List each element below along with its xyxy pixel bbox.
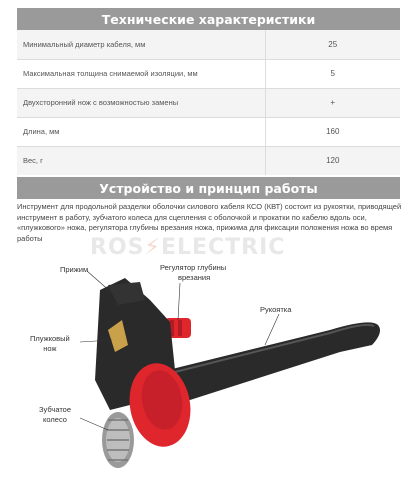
spec-label: Длина, мм [17, 117, 265, 146]
watermark-right: ELECTRIC [160, 235, 286, 260]
spec-value: 160 [265, 117, 400, 146]
spec-value: 25 [265, 30, 400, 59]
label-knife-line1: Плужковый [30, 334, 70, 343]
spec-value: + [265, 88, 400, 117]
spec-label: Двухсторонний нож с возможностью замены [17, 88, 265, 117]
spec-label: Максимальная толщина снимаемой изоляции, мм [17, 59, 265, 88]
spec-value: 5 [265, 59, 400, 88]
label-handle: Рукоятка [260, 305, 292, 314]
spec-value: 120 [265, 146, 400, 175]
device-description: Инструмент для продольной разделки оболочки силового кабеля КСО (КВТ) состоит из рукоятки, приводящей инструмент в работу, зубчатого колеса для сцепления с оболочкой и прокатки по кабелю вдоль оси, «плужкового» ножа, регулятора глубины врезания ножа, прижима для фиксации положения ножа во время работы [17, 202, 402, 243]
label-clamp: Прижим [60, 265, 89, 274]
bolt-icon: ⚡ [144, 235, 161, 260]
label-depth-regulator [160, 263, 226, 282]
specs-header: Технические характеристики [17, 8, 400, 30]
label-depth-line2: врезания [178, 272, 211, 282]
label-wheel-line2: колесо [43, 414, 67, 424]
label-wheel [39, 405, 71, 424]
spec-label: Вес, г [17, 146, 265, 175]
label-wheel-line1: Зубчатое [39, 405, 72, 414]
label-knife [30, 334, 70, 353]
device-header: Устройство и принцип работы [17, 177, 400, 199]
label-knife-line2: нож [43, 343, 57, 353]
spec-label: Минимальный диаметр кабеля, мм [17, 30, 265, 59]
watermark-left: ROS [90, 235, 145, 260]
label-depth-line1: Регулятор глубины [160, 263, 227, 272]
